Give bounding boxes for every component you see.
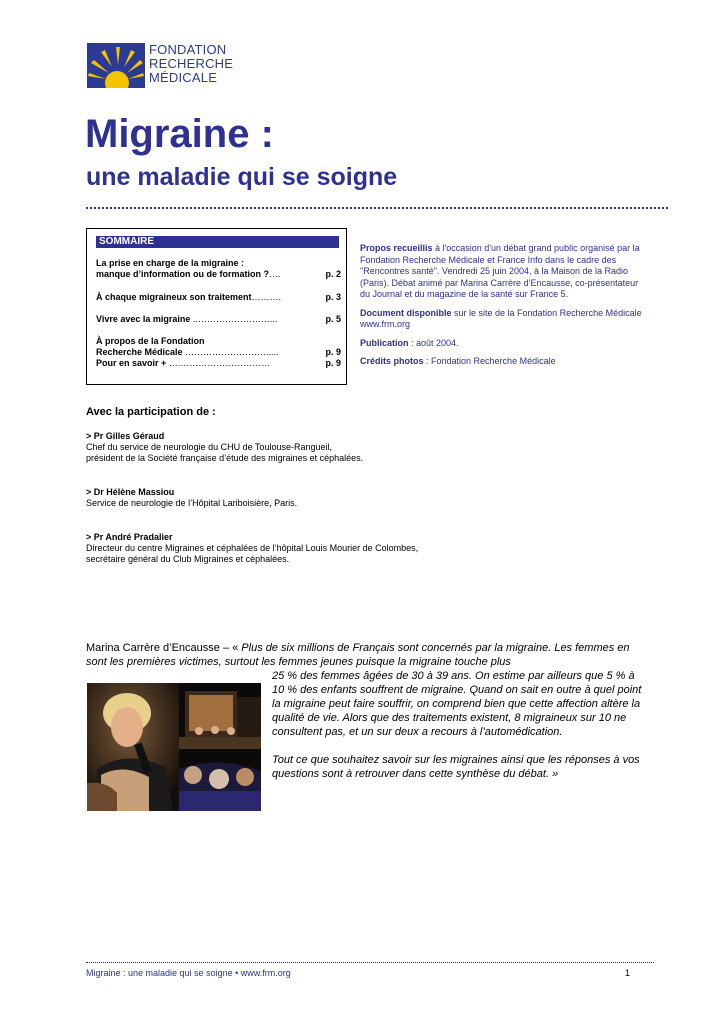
toc-entry bbox=[96, 258, 341, 280]
toc-entry-title: La prise en charge de la migraine : bbox=[96, 258, 245, 268]
logo-line-1: FONDATION bbox=[149, 42, 227, 57]
participant-name: > Dr Hélène Massiou bbox=[86, 487, 175, 497]
quote-intro bbox=[86, 641, 646, 669]
credits-text: : Fondation Recherche Médicale bbox=[423, 356, 556, 366]
propos-paragraph bbox=[360, 243, 650, 301]
toc-entry-title: À chaque migraineux son traitement bbox=[96, 292, 252, 302]
toc-leader: ………. bbox=[251, 292, 282, 302]
publication-text: : août 2004. bbox=[408, 337, 459, 348]
participant-role: Directeur du centre Migraines et céphalées de l’hôpital Louis Mourier de Colombes, bbox=[86, 543, 419, 553]
quote-paragraph: Tout ce que souhaitez savoir sur les migraines ainsi que les réponses à vos questions sont à retrouver dans cette synthèse du débat. » bbox=[272, 754, 640, 780]
publication-label: Publication bbox=[360, 337, 409, 348]
foundation-logo bbox=[87, 43, 239, 88]
toc-page: p. 3 bbox=[325, 292, 341, 302]
toc-page: p. 5 bbox=[325, 314, 341, 324]
sun-logo-icon bbox=[87, 43, 145, 88]
toc-page: p. 2 bbox=[325, 269, 341, 279]
toc-entry bbox=[96, 292, 341, 303]
participant-role-cont: secrétaire général du Club Migraines et céphalées. bbox=[86, 554, 290, 564]
toc-header: SOMMAIRE bbox=[96, 236, 339, 248]
title-divider bbox=[86, 207, 668, 209]
document-text: sur le site de la Fondation Recherche Médicale www.frm.org bbox=[360, 307, 642, 329]
credits-paragraph bbox=[360, 356, 650, 368]
propos-label: Propos recueillis bbox=[360, 243, 433, 253]
toc-entry bbox=[96, 358, 341, 369]
debate-photo bbox=[179, 683, 261, 811]
footer-text: Migraine : une maladie qui se soigne • www.frm.org bbox=[86, 968, 291, 978]
toc-entry-title-cont: Recherche Médicale bbox=[96, 347, 183, 357]
toc-entry bbox=[96, 336, 341, 358]
toc-leader: …. bbox=[269, 269, 281, 279]
toc-entry-title: Vivre avec la migraine bbox=[96, 314, 191, 324]
participants-heading: Avec la participation de : bbox=[86, 406, 216, 418]
toc-page: p. 9 bbox=[325, 358, 341, 368]
participant-name: > Pr André Pradalier bbox=[86, 532, 173, 542]
toc-leader: ..……………………... bbox=[190, 314, 278, 324]
participant-role-cont: président de la Société française d’étude des migraines et céphalées. bbox=[86, 453, 364, 463]
participant-role: Chef du service de neurologie du CHU de Toulouse-Rangueil, bbox=[86, 442, 332, 452]
participant bbox=[86, 532, 486, 565]
toc-entry bbox=[96, 314, 341, 325]
toc-leader: ….………………………… bbox=[166, 358, 271, 368]
page-number: 1 bbox=[624, 968, 630, 978]
logo-line-3: MÉDICALE bbox=[149, 70, 218, 85]
logo-line-2: RECHERCHE bbox=[149, 56, 234, 71]
toc-page: p. 9 bbox=[325, 347, 341, 357]
logo-wordmark bbox=[149, 43, 233, 85]
quote-body bbox=[272, 669, 642, 795]
toc-entry-title-cont: manque d’information ou de formation ? bbox=[96, 269, 269, 279]
toc-entry-title: Pour en savoir + bbox=[96, 358, 167, 368]
propos-text: à l'occasion d'un débat grand public organisé par la Fondation Recherche Médicale et France Info dans le cadre des "Rencontres santé". Vendredi 25 juin 2004, à la Maison de la Radio (Paris). Débat animé par Marina Carrère d’Encausse, co-présentateur du Journal et du magazine de la santé sur France 5. bbox=[360, 243, 640, 299]
page-subtitle: une maladie qui se soigne bbox=[86, 163, 398, 191]
publication-paragraph bbox=[360, 338, 650, 350]
speaker-photo bbox=[87, 683, 179, 811]
participant bbox=[86, 431, 486, 464]
quote-paragraph: 25 % des femmes âgées de 30 à 39 ans. On estime par ailleurs que 5 % à 10 % des enfants souffrent de migraine. Quand on sait en outre à quel point la migraine peut faire souffrir, on comprend bien que cette affection altère la qualité de vie. Alors que des traitements existent, 8 migraineux sur 10 ne consultent pas, et un sur deux a recours à l’automédication. bbox=[272, 670, 642, 738]
participant-name: > Pr Gilles Géraud bbox=[86, 431, 165, 441]
participant-role: Service de neurologie de l’Hôpital Lariboisière, Paris. bbox=[86, 498, 298, 508]
quote-speaker: Marina Carrère d’Encausse – « bbox=[86, 642, 242, 654]
document-label: Document disponible bbox=[360, 307, 452, 318]
quote-intro-text: Plus de six millions de Français sont concernés par la migraine. Les femmes en sont les premières victimes, surtout les femmes jeunes puisque la migraine touche plus bbox=[86, 642, 630, 668]
credits-label: Crédits photos bbox=[360, 356, 424, 366]
document-paragraph bbox=[360, 308, 650, 331]
participant bbox=[86, 487, 486, 509]
page-title: Migraine : bbox=[85, 112, 274, 156]
table-of-contents bbox=[86, 228, 347, 385]
footer-divider bbox=[86, 962, 654, 963]
toc-entry-title: À propos de la Fondation bbox=[96, 336, 205, 346]
event-info bbox=[360, 243, 650, 375]
toc-leader: ………………………..... bbox=[182, 347, 279, 357]
